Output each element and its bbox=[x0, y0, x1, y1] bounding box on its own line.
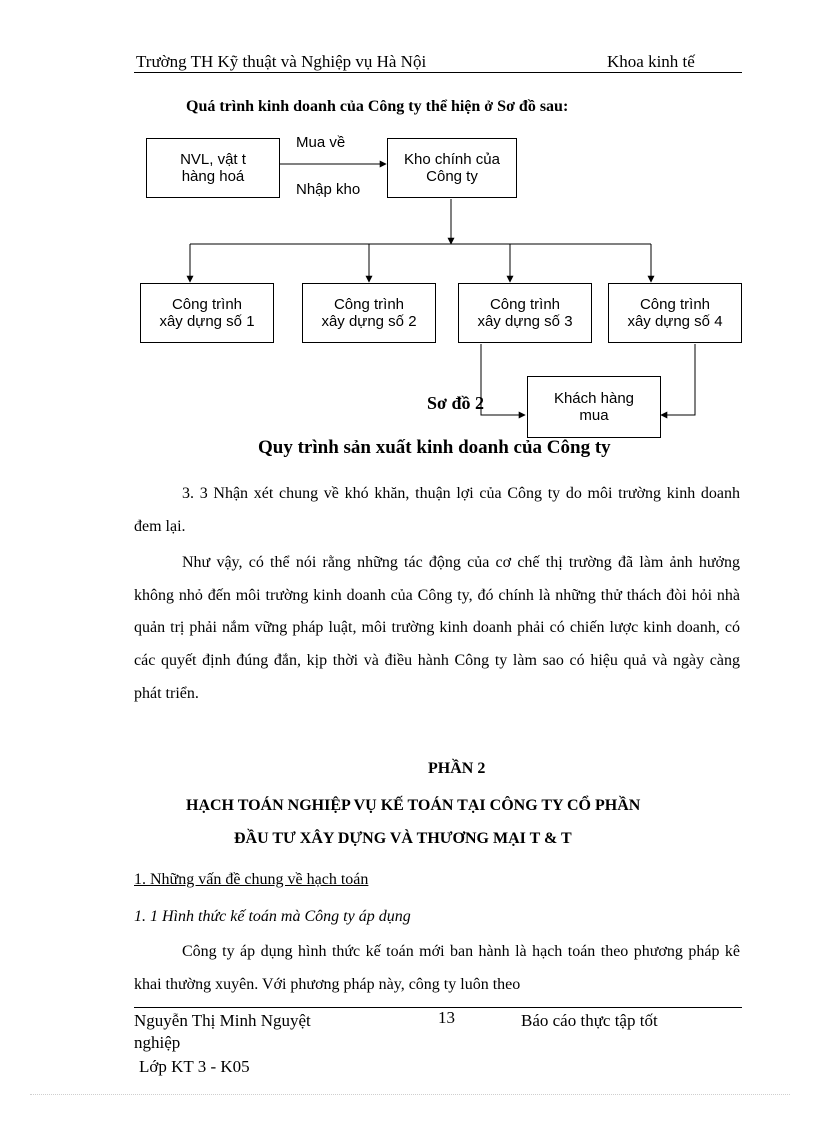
customer-label: Khách hàng mua bbox=[553, 390, 635, 424]
box-supplies bbox=[146, 138, 280, 198]
site-2-label: Công trình xây dựng số 2 bbox=[321, 296, 417, 330]
footer-page-number: 13 bbox=[438, 1008, 455, 1027]
heading-1: 1. Những vấn đề chung về hạch toán bbox=[134, 871, 369, 888]
arrow-site-4-to-customer bbox=[661, 344, 695, 415]
box-supplies-label: NVL, vật t hàng hoá bbox=[180, 151, 246, 185]
paragraph-2 bbox=[134, 936, 740, 1001]
diagram-caption-number: Sơ đồ 2 bbox=[427, 393, 484, 413]
footer-report-cont: nghiệp bbox=[134, 1033, 181, 1052]
box-customer bbox=[527, 376, 661, 438]
page-edge-dots bbox=[30, 1094, 790, 1095]
label-stock: Nhập kho bbox=[296, 181, 361, 198]
paragraph-1 bbox=[134, 547, 740, 711]
box-warehouse-label: Kho chính của Công ty bbox=[404, 151, 500, 185]
site-3-label: Công trình xây dựng số 3 bbox=[477, 296, 573, 330]
section-3-3 bbox=[134, 478, 740, 543]
footer-author: Nguyễn Thị Minh Nguyệt bbox=[134, 1011, 311, 1030]
label-buy: Mua về bbox=[296, 134, 346, 151]
header-school: Trường TH Kỹ thuật và Nghiệp vụ Hà Nội bbox=[136, 52, 427, 71]
footer-report: Báo cáo thực tập tốt bbox=[521, 1011, 658, 1030]
part-number: PHẦN 2 bbox=[428, 760, 486, 777]
section-3-3-text: 3. 3 Nhận xét chung về khó khăn, thuận lợi của Công ty do môi trường kinh doanh đem lại. bbox=[134, 485, 740, 535]
box-site-2 bbox=[302, 283, 436, 343]
flow-connectors bbox=[0, 0, 816, 470]
box-site-3 bbox=[458, 283, 592, 343]
site-1-label: Công trình xây dựng số 1 bbox=[159, 296, 255, 330]
site-4-label: Công trình xây dựng số 4 bbox=[627, 296, 723, 330]
box-site-4 bbox=[608, 283, 742, 343]
part-title-line-2: ĐẦU TƯ XÂY DỰNG VÀ THƯƠNG MẠI T & T bbox=[234, 830, 572, 847]
paragraph-1-text: Như vậy, có thể nói rằng những tác động của cơ chế thị trường đã làm ảnh hưởng không nhỏ đến môi trường kinh doanh của Công ty, đó chính là những thử thách đòi hỏi nhà quản trị phải nắm vững pháp luật, môi trường kinh doanh phải có chiến lược kinh doanh, có các quyết định đúng đắn, kịp thời và điều hành Công ty làm sao có hiệu quả và ngày càng phát triển. bbox=[134, 554, 740, 702]
diagram-caption-title: Quy trình sản xuất kinh doanh của Công ty bbox=[258, 437, 611, 458]
arrow-site-3-to-customer bbox=[481, 344, 525, 415]
diagram-intro: Quá trình kinh doanh của Công ty thể hiện ở Sơ đồ sau: bbox=[186, 98, 569, 115]
part-title-line-1: HẠCH TOÁN NGHIỆP VỤ KẾ TOÁN TẠI CÔNG TY CỔ PHẦN bbox=[186, 797, 641, 814]
box-main-warehouse bbox=[387, 138, 517, 198]
box-site-1 bbox=[140, 283, 274, 343]
header-faculty: Khoa kinh tế bbox=[607, 52, 695, 71]
paragraph-2-text: Công ty áp dụng hình thức kế toán mới ban hành là hạch toán theo phương pháp kê khai thường xuyên. Với phương pháp này, công ty luôn theo bbox=[134, 943, 740, 993]
footer-class: Lớp KT 3 - K05 bbox=[139, 1057, 250, 1076]
heading-1-1: 1. 1 Hình thức kế toán mà Công ty áp dụng bbox=[134, 908, 411, 925]
